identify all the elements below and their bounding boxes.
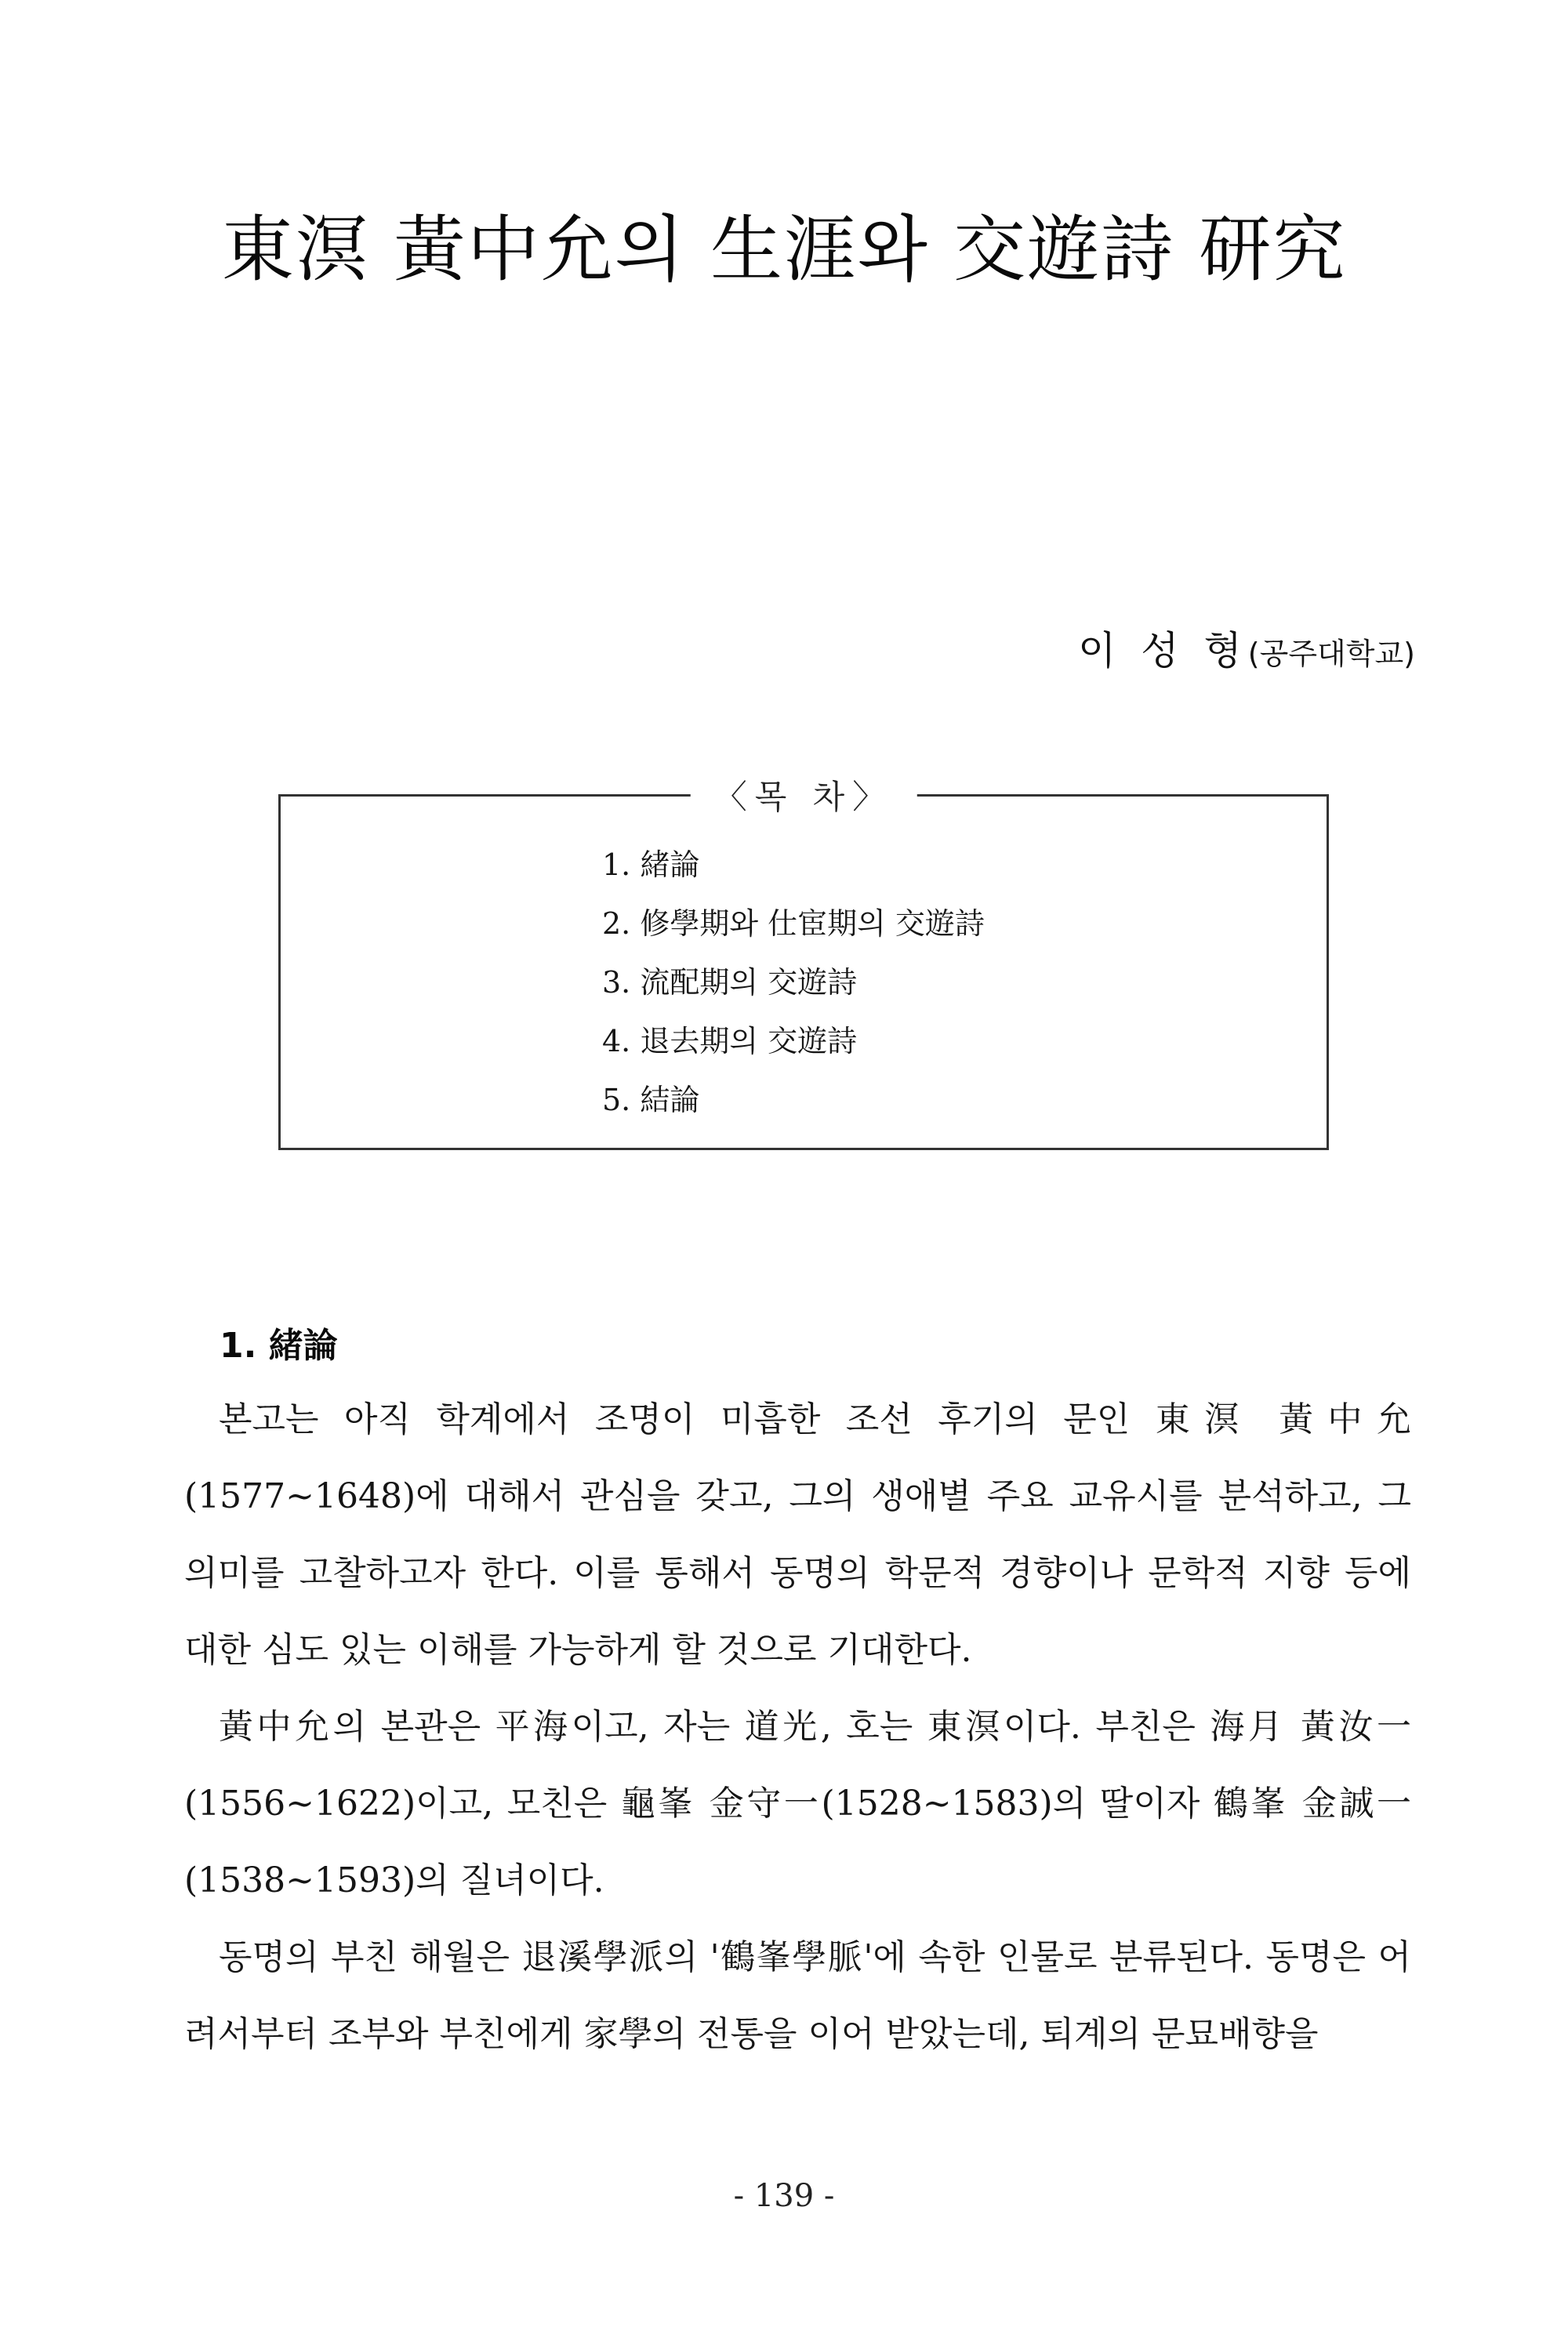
paragraph: 본고는 아직 학계에서 조명이 미흡한 조선 후기의 문인 東溟 黃中允(1577~1648)에 대해서 관심을 갖고, 그의 생애별 주요 교유시를 분석하고, 그 의미를 고찰하고자 한다. 이를 통해서 동명의 학문적 경향이나 문학적 지향 등에 대한 심도 있는 이해를 가능하게 할 것으로 기대한다. [184,1399,1411,1670]
author-name: 이 성 형 [1078,628,1248,673]
body-text [184,1381,1411,2073]
paragraph: 동명의 부친 해월은 退溪學派의 '鶴峯學脈'에 속한 인물로 분류된다. 동명은 어려서부터 조부와 부친에게 家學의 전통을 이어 받았는데, 퇴계의 문묘배향을 [184,1937,1411,2054]
page-number: - 139 - [733,2178,835,2214]
table-of-contents [278,778,1329,1150]
page-title: 東溟 黃中允의 生涯와 交遊詩 研究 [221,208,1347,292]
author-line [1078,619,1415,676]
toc-heading: 〈목 차〉 [691,771,917,818]
toc-item: 5. 結論 [602,1083,700,1117]
paragraph: 黃中允의 본관은 平海이고, 자는 道光, 호는 東溟이다. 부친은 海月 黃汝一(1556~1622)이고, 모친은 龜峯 金守一(1528~1583)의 딸이자 鶴峯 金誠一(1538~1593)의 질녀이다. [184,1707,1411,1900]
author-affiliation: (공주대학교) [1247,637,1415,671]
section-heading: 1. 緒論 [220,1326,338,1366]
toc-item: 1. 緒論 [602,848,700,882]
toc-item: 4. 退去期의 交遊詩 [602,1024,858,1058]
toc-list [602,836,985,1130]
toc-item: 3. 流配期의 交遊詩 [602,965,858,1000]
toc-item: 2. 修學期와 仕宦期의 交遊詩 [602,906,985,941]
